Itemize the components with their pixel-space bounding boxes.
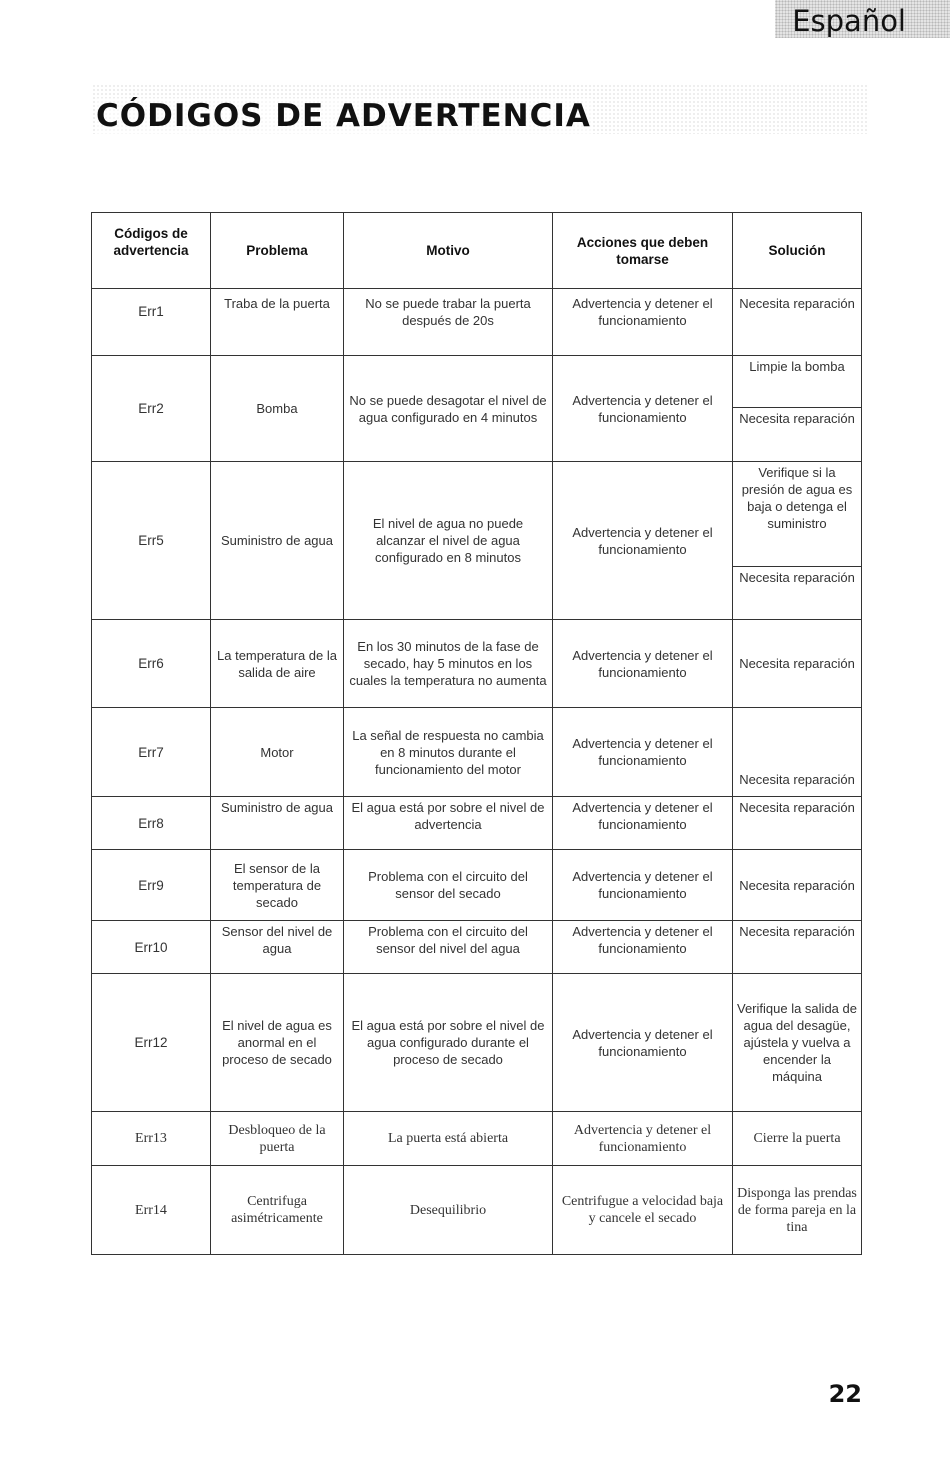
language-tab xyxy=(775,0,950,38)
reason-cell: El nivel de agua no puede alcanzar el nivel de agua configurado en 8 minutos xyxy=(344,462,553,620)
reason-cell: En los 30 minutos de la fase de secado, hay 5 minutos en los cuales la temperatura no aumenta xyxy=(344,620,553,708)
action-cell: Advertencia y detener el funcionamiento xyxy=(553,462,733,620)
error-code: Err9 xyxy=(92,850,211,921)
problem-cell: La temperatura de la salida de aire xyxy=(211,620,344,708)
reason-cell: Desequilibrio xyxy=(344,1166,553,1255)
page-number: 22 xyxy=(828,1380,862,1408)
column-header-action: Acciones que deben tomarse xyxy=(553,213,733,289)
table-row xyxy=(92,708,862,797)
language-label: Español xyxy=(792,4,906,38)
error-code: Err7 xyxy=(92,708,211,797)
table-row xyxy=(92,1166,862,1255)
column-header-solution: Solución xyxy=(733,213,862,289)
solution-cell: Necesita reparación xyxy=(733,708,862,797)
problem-cell: Traba de la puerta xyxy=(211,289,344,356)
table-row xyxy=(92,974,862,1112)
solution-cell: Disponga las prendas de forma pareja en la tina xyxy=(733,1166,862,1255)
problem-cell: Suministro de agua xyxy=(211,462,344,620)
table-row xyxy=(92,289,862,356)
action-cell: Advertencia y detener el funcionamiento xyxy=(553,921,733,974)
solution-cell: Necesita reparación xyxy=(733,850,862,921)
reason-cell: Problema con el circuito del sensor del secado xyxy=(344,850,553,921)
table-row xyxy=(92,921,862,974)
action-cell: Advertencia y detener el funcionamiento xyxy=(553,797,733,850)
solution-cell: Necesita reparación xyxy=(733,567,862,620)
error-code: Err12 xyxy=(92,974,211,1112)
action-cell: Advertencia y detener el funcionamiento xyxy=(553,620,733,708)
solution-cell: Verifique si la presión de agua es baja o detenga el suministro xyxy=(733,462,862,567)
column-header-reason: Motivo xyxy=(344,213,553,289)
solution-cell: Necesita reparación xyxy=(733,408,862,462)
solution-cell: Verifique la salida de agua del desagüe, ajústela y vuelva a encender la máquina xyxy=(733,974,862,1112)
reason-cell: La señal de respuesta no cambia en 8 minutos durante el funcionamiento del motor xyxy=(344,708,553,797)
action-cell: Centrifugue a velocidad baja y cancele el secado xyxy=(553,1166,733,1255)
solution-cell: Cierre la puerta xyxy=(733,1112,862,1166)
table-row xyxy=(92,356,862,408)
page-title: CÓDIGOS DE ADVERTENCIA xyxy=(96,98,591,134)
problem-cell: El nivel de agua es anormal en el proceso de secado xyxy=(211,974,344,1112)
reason-cell: La puerta está abierta xyxy=(344,1112,553,1166)
error-code: Err6 xyxy=(92,620,211,708)
error-code: Err1 xyxy=(92,289,211,356)
reason-cell: El agua está por sobre el nivel de advertencia xyxy=(344,797,553,850)
problem-cell: Centrifuga asimétricamente xyxy=(211,1166,344,1255)
reason-cell: No se puede trabar la puerta después de 20s xyxy=(344,289,553,356)
error-code: Err14 xyxy=(92,1166,211,1255)
solution-cell: Necesita reparación xyxy=(733,797,862,850)
problem-cell: Sensor del nivel de agua xyxy=(211,921,344,974)
error-code: Err2 xyxy=(92,356,211,462)
problem-cell: Suministro de agua xyxy=(211,797,344,850)
solution-cell: Limpie la bomba xyxy=(733,356,862,408)
action-cell: Advertencia y detener el funcionamiento xyxy=(553,708,733,797)
action-cell: Advertencia y detener el funcionamiento xyxy=(553,289,733,356)
reason-cell: No se puede desagotar el nivel de agua configurado en 4 minutos xyxy=(344,356,553,462)
problem-cell: El sensor de la temperatura de secado xyxy=(211,850,344,921)
table-row xyxy=(92,462,862,567)
error-code: Err13 xyxy=(92,1112,211,1166)
column-header-problem: Problema xyxy=(211,213,344,289)
solution-cell: Necesita reparación xyxy=(733,289,862,356)
reason-cell: El agua está por sobre el nivel de agua configurado durante el proceso de secado xyxy=(344,974,553,1112)
warning-codes-table xyxy=(91,212,862,1255)
action-cell: Advertencia y detener el funcionamiento xyxy=(553,850,733,921)
title-band xyxy=(92,84,868,134)
column-header-code: Códigos de advertencia xyxy=(92,213,211,289)
table-row xyxy=(92,1112,862,1166)
action-cell: Advertencia y detener el funcionamiento xyxy=(553,974,733,1112)
problem-cell: Motor xyxy=(211,708,344,797)
table-header-row xyxy=(92,213,862,289)
table-row xyxy=(92,620,862,708)
solution-cell: Necesita reparación xyxy=(733,620,862,708)
solution-cell: Necesita reparación xyxy=(733,921,862,974)
action-cell: Advertencia y detener el funcionamiento xyxy=(553,1112,733,1166)
table-row xyxy=(92,797,862,850)
error-code: Err10 xyxy=(92,921,211,974)
error-code: Err5 xyxy=(92,462,211,620)
problem-cell: Desbloqueo de la puerta xyxy=(211,1112,344,1166)
table-row xyxy=(92,850,862,921)
action-cell: Advertencia y detener el funcionamiento xyxy=(553,356,733,462)
reason-cell: Problema con el circuito del sensor del nivel del agua xyxy=(344,921,553,974)
problem-cell: Bomba xyxy=(211,356,344,462)
error-code: Err8 xyxy=(92,797,211,850)
